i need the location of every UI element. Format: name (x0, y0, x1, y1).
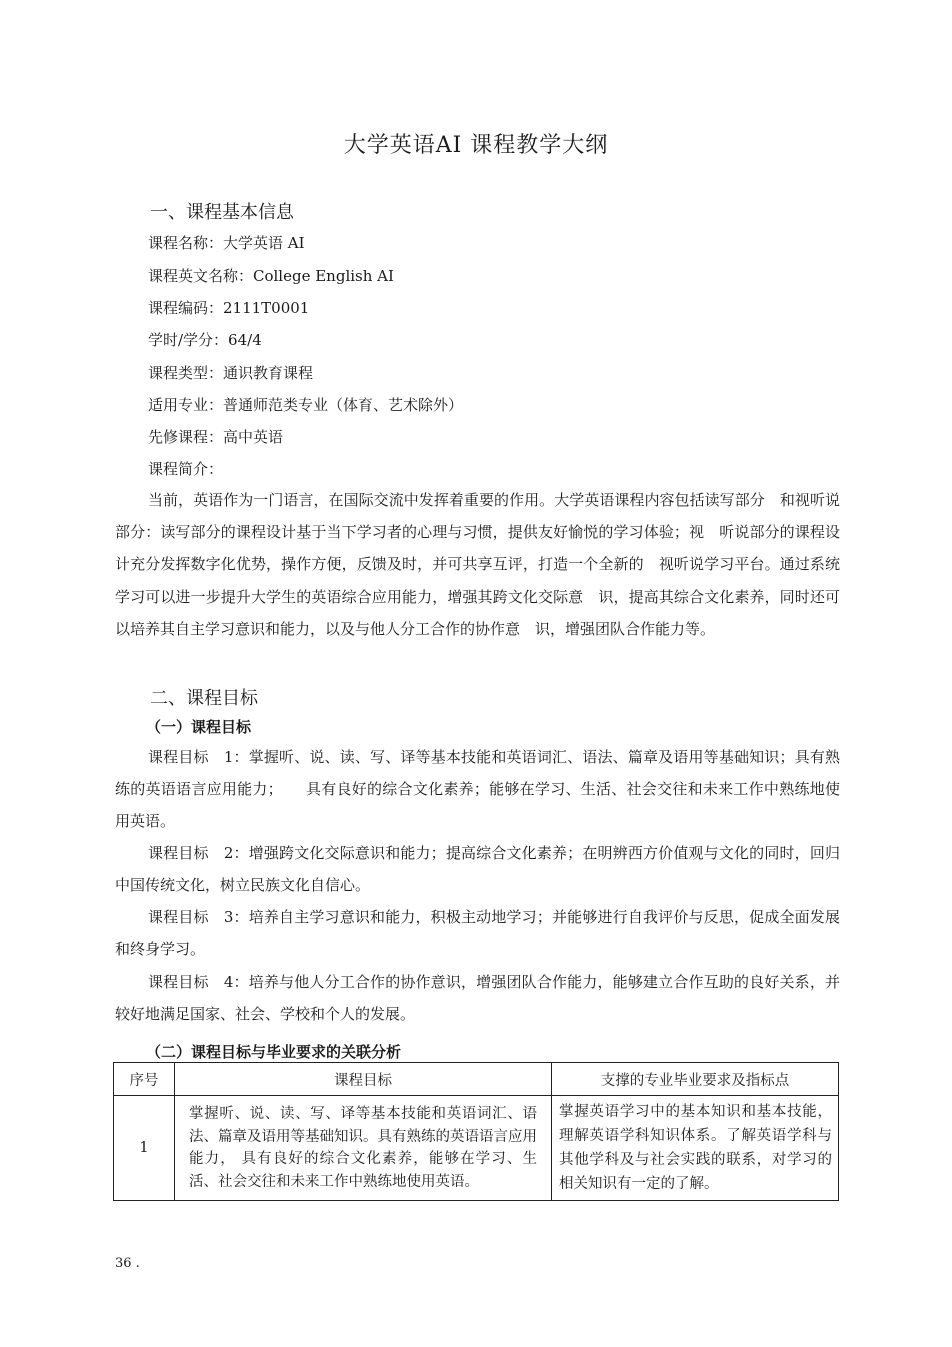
info-line-course-name: 课程名称：大学英语 AI (148, 234, 305, 252)
objective-paragraph-1: 课程目标 1：掌握听、说、读、写、译等基本技能和英语词汇、语法、篇章及语用等基础知识；具有熟练的英语语言应用能力； 具有良好的综合文化素养；能够在学习、生活、社会交往和未来工作中熟练地使用英语。 (115, 748, 840, 831)
table-row (114, 1096, 839, 1201)
info-line-majors: 适用专业：普通师范类专业（体育、艺术除外） (148, 396, 464, 414)
objectives-mapping-table (113, 1062, 839, 1201)
subheading-objectives: （一）课程目标 (146, 718, 252, 736)
section-heading-objectives: 二、课程目标 (150, 688, 258, 709)
page-title: 大学英语AI 课程教学大纲 (343, 133, 609, 158)
info-line-intro-label: 课程简介： (148, 460, 224, 478)
header-objective: 课程目标 (175, 1063, 552, 1096)
subheading-mapping-analysis: （二）课程目标与毕业要求的关联分析 (146, 1043, 402, 1061)
row-requirement: 掌握英语学习中的基本知识和基本技能，理解英语学科知识体系。了解英语学科与其他学科及与社会实践的联系，对学习的相关知识有一定的了解。 (552, 1096, 839, 1201)
page-number: 36 . (115, 1256, 140, 1271)
info-line-prerequisite: 先修课程：高中英语 (148, 428, 284, 446)
section-heading-basic-info: 一、课程基本信息 (150, 202, 294, 223)
header-number: 序号 (114, 1063, 175, 1096)
table-header-row (114, 1063, 839, 1096)
course-intro-paragraph: 当前，英语作为一门语言，在国际交流中发挥着重要的作用。大学英语课程内容包括读写部分 和视听说部分：读写部分的课程设计基于当下学习者的心理与习惯，提供友好愉悦的学习体验；视 听说部分的课程设计充分发挥数字化优势，操作方便，反馈及时，并可共享互评，打造一个全新的 视听说学习平台。通过系统学习可以进一步提升大学生的英语综合应用能力，增强其跨文化交际意 识，提高其综合文化素养，同时还可以培养其自主学习意识和能力，以及与他人分工合作的协作意 识，增强团队合作能力等。 (115, 491, 840, 638)
header-requirement: 支撑的专业毕业要求及指标点 (552, 1063, 839, 1096)
objective-paragraph-2: 课程目标 2：增强跨文化交际意识和能力；提高综合文化素养；在明辨西方价值观与文化的同时，回归中国传统文化，树立民族文化自信心。 (115, 844, 840, 895)
row-number: 1 (114, 1096, 175, 1201)
info-line-hours-credits: 学时/学分：64/4 (148, 331, 262, 349)
info-line-course-code: 课程编码：2111T0001 (148, 299, 310, 317)
row-objective: 掌握听、说、读、写、译等基本技能和英语词汇、语法、篇章及语用等基础知识。具有熟练的英语语言应用能力， 具有良好的综合文化素养，能够在学习、生活、社会交往和未来工作中熟练地使用英语。 (175, 1096, 552, 1201)
objective-paragraph-3: 课程目标 3：培养自主学习意识和能力，积极主动地学习；并能够进行自我评价与反思，促成全面发展和终身学习。 (115, 908, 840, 959)
objective-paragraph-4: 课程目标 4：培养与他人分工合作的协作意识，增强团队合作能力，能够建立合作互助的良好关系，并较好地满足国家、社会、学校和个人的发展。 (115, 973, 840, 1024)
info-line-course-type: 课程类型：通识教育课程 (148, 364, 314, 382)
info-line-english-name: 课程英文名称：College English AI (148, 267, 394, 285)
